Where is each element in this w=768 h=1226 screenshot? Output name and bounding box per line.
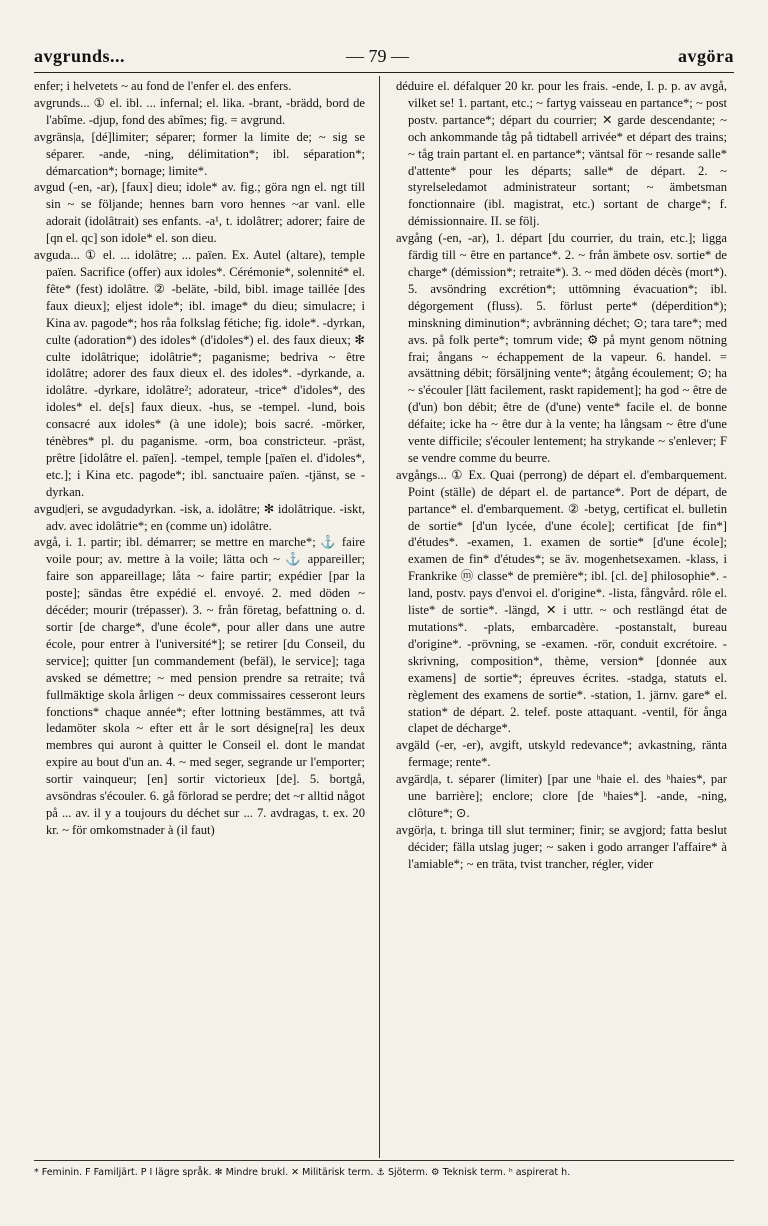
dictionary-entry: avgör|a, t. bringa till slut terminer; finir; se avgjord; fatta beslut décider; fälla utslag juger; ~ saken i godo arranger l'affaire* à l'amiable*; ~ en träta, tvist trancher, régler, vider [396,822,727,871]
dictionary-entry: déduire el. défalquer 20 kr. pour les frais. -ende, I. p. p. av avgå, vilket se! 1. partant, etc.; ~ fartyg vaisseau en partance*; ~ post postv. partance*; départ du courrier; ✕ garde descendante; ~ och ankommande tåg på tidtabell arrivée* et départ des trains; ~ tåg train partant el. en partance*; väntsal för ~ resande salle* d'attente* pour les départs; salle* de départ. 2. ~ styrelseledamot administrateur sortant; ~ ämbetsman fonctionnaire (ibl. magistrat, etc.) sortant de charge*; f. démissionnaire. II. se följ. [396,79,727,229]
dictionary-entry: avgräns|a, [dé]limiter; séparer; former la limite de; ~ sig se séparer. -ande, -ning, délimitation*; ibl. séparation*; démarcation*; bornage; limite*. [34,129,365,178]
page-number: — 79 — [346,46,409,66]
dictionary-entry: avguda... ① el. ... idolâtre; ... païen. Ex. Autel (altare), temple païen. Sacrifice (offer) aux idoles*. Cérémonie*, solennité* el. fête* (fest) idolâtre. ② -beläte, -bild, bibl. image taillée [des faux dieux]; eljest idole*; ibl. image* du dieu; simulacre; i Kina av. pagode*; hos råa folkslag fétiche; fig. idole*. -dyrkan, culte (adoration*) des idoles* (d'idoles*) el. des faux dieux; ✻ culte idolâtrique; idolâtrie*; paganisme; bedriva ~ être idolâtre; adorer des faux dieux el. des idoles*. -dyrkande, a. idolâtre. -dyrkare, idolâtre²; adorateur, -trice* d'idoles*, des idoles* el. de[s] faux dieux. -hus, se -tempel. -lund, bois consacré aux idoles* (à une idole); bois sacré. -mörker, ténèbres* pl. du paganisme. -orm, boa constricteur. -präst, prêtre [idolâtre el. païen]. -tempel, temple [païen el. d'idoles*, etc.]; i Kina etc. pagode*; ibl. sanctuaire païen. -tjänst, se -dyrkan. [34,248,365,499]
right-column [396,78,727,873]
dictionary-entry: avgäld (-er, -er), avgift, utskyld redevance*; avkastning, ränta fermage; rente*. [396,738,727,770]
dictionary-entry: avgärd|a, t. séparer (limiter) [par une ʰhaie el. des ʰhaies*, par une barrière]; enclore; clore [de ʰhaies*]. -ande, -ning, clôture*; ⊙. [396,772,727,820]
dictionary-entry: enfer; i helvetets ~ au fond de l'enfer el. des enfers. [34,79,292,93]
dictionary-entry: avgud|eri, se avgudadyrkan. -isk, a. idolâtre; ✻ idolâtrique. -iskt, adv. avec idolâtrie*; en (comme un) idolâtre. [34,501,365,533]
header-guide-word-right: avgöra [678,46,734,66]
header-guide-word-left: avgrunds... [34,46,126,66]
dictionary-entry: avgrunds... ① el. ibl. ... infernal; el. lika. -brant, -brädd, bord de l'abîme. -djup, fond des abîmes; fig. = avgrund. [34,95,365,127]
column-divider [379,76,380,1158]
dictionary-entry: avgång (-en, -ar), 1. départ [du courrier, du train, etc.]; ligga färdig till ~ être en partance*. 2. ~ från ämbete osv. sortie* de charge* (démission*; retraite*). 3. ~ med döden décès (mort*). 5. avsöndring excrétion*; uttömning évacuation*; ibl. dégorgement (fluss). 5. förlust perte* (déperdition*); minskning diminution*; avbränning déchet; ⊙; tara tare*; med avs. på folk perte*; tomrum vide; ⚙ på mynt genom nötning frai; ångans ~ échappement de la vapeur. 6. handel. = avsättning débit; försäljning vente*; åtgång écoulement; ⊙; ha ~ s'écouler [lätt facilement, raskt rapidement]; ha god ~ être de (d'un) bon débit; être de (d'une) vente* facile el. de bonne défaite; icke ha ~ être dur à la vente; ha långsam ~ être d'une vente difficile; s'écouler lentement; ha strykande ~ s'enlever; F se vendre comme du beurre. [396,231,727,465]
page-header [34,46,734,68]
abbreviation-legend: * Feminin. F Familjärt. P I lägre språk. ✻ Mindre brukl. ✕ Militärisk term. ⚓ Sjöterm. ⚙ Teknisk term. ʰ aspirerat h. [34,1167,571,1178]
dictionary-entry: avgå, i. 1. partir; ibl. démarrer; se mettre en marche*; ⚓ faire voile pour; av. mettre à la voile; lätta och ~ ⚓ appareiller; faire son appareillage; låta ~ faire partir; expédier [par la poste]; sändas être expédié el. envoyé. 2. med döden ~ décéder; mourir (trépasser). 3. ~ från företag, befattning o. d. sortir [de charge*, d'une école*, pour aller dans une autre école, pour entrer à l'université*]; se retirer [du Conseil, du service]; quitter [un commandement (befäl), le service]; taga avsked se démettre; ~ med pension prendre sa retraite; två fullmäktige skola årligen ~ deux commissaires cesseront leurs fonctions* chaque année*; efter lottning bestämmes, att två ledamöter skola ~ efter ett år le sort désigne[ra] les deux membres qui auront à quitter le Conseil el. dont le mandat expire au bout d'un an. 4. ~ med seger, segrande ur l'emporter; sortir vainqueur; [en] sortir victorieux [de]. 5. bortgå, avsöndras s'écouler. 6. gå förlorad se perdre; det ~r alltid något på ... av. il y a toujours du déchet sur ... 7. avdragas, t. ex. 20 kr. ~ för omkomstnader à (il faut) [34,535,365,837]
dictionary-entry: avgångs... ① Ex. Quai (perrong) de départ el. d'embarquement. Point (ställe) de départ el. de partance*. Port de départ, de partance* el. d'embarquement. ② -betyg, certificat el. bulletin de sortie* [d'un lycée, d'une école]; certificat [de fin*] d'études*. -examen, 1. examen de sortie* [d'une école]; examen de fin* d'études*; se äv. mogenhetsexamen. -klass, i Frankrike ⓜ classe* de première*; ibl. [cl. de] philosophie*. -land, postv. pays d'envoi el. d'origine*. -lista, fångvård. rôle el. liste* de sortie*. -längd, ✕ i uttr. ~ och restlängd état de mutations*. -plats, embarcadère. -postanstalt, bureau d'origine*. -prövning, se -examen. -rör, conduit excrétoire. -skrivning, composition*, thème, version* [donnée aux examens] de sortie*; épreuves écrites. -stadga, statuts el. règlement des examens de sortie*. -station, 1. järnv. gare* el. station* de départ. 2. telef. poste attaquant. -ventil, för ånga clapet de décharge*. [396,467,727,736]
left-column [34,78,365,839]
footnote-rule [34,1160,734,1161]
dictionary-entry: avgud (-en, -ar), [faux] dieu; idole* av. fig.; göra ngn el. ngt till sin ~ se följande; hennes barn voro hennes ~ar vanl. elle adorait (idolâtrait) ses enfants. -a¹, t. idolâtrer; adorer; faire de [qn el. qc] son idole* el. son dieu. [34,180,365,246]
header-rule [34,72,734,73]
